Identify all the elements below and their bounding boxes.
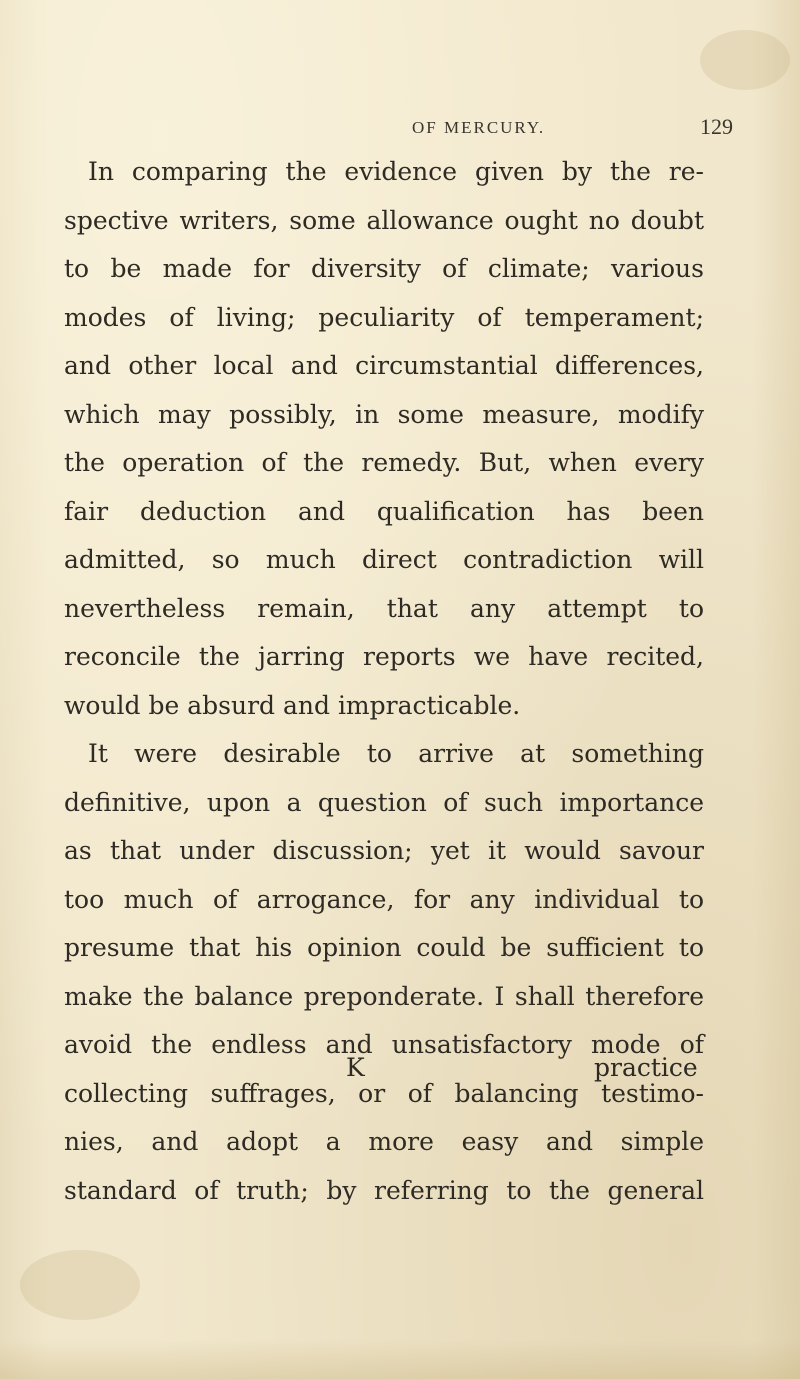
text-line: too much of arrogance, for any individual to <box>64 884 704 914</box>
page-number: 129 <box>700 114 733 139</box>
text-line: which may possibly, in some measure, modify <box>64 399 704 429</box>
page-footer <box>0 1044 800 1094</box>
paper-stain <box>20 1250 140 1320</box>
catchword: practice <box>594 1053 698 1082</box>
text-line: collecting suffrages, or of balancing testimo- <box>64 1078 704 1108</box>
text-line: presume that his opinion could be sufficient to <box>64 933 704 962</box>
text-line: nies, and adopt a more easy and simple <box>64 1127 704 1156</box>
text-line: nevertheless remain, that any attempt to <box>64 593 704 623</box>
page-edge-shading <box>0 1339 800 1379</box>
text-line: definitive, upon a question of such importance <box>64 787 704 817</box>
running-head: OF MERCURY. <box>412 118 546 137</box>
text-line: the operation of the remedy. But, when every <box>64 448 704 477</box>
text-line: It were desirable to arrive at something <box>88 739 704 768</box>
page-header <box>0 114 800 148</box>
text-line: as that under discussion; yet it would savour <box>64 836 704 865</box>
text-line: spective writers, some allowance ought no doubt <box>64 205 704 235</box>
text-line: and other local and circumstantial differences, <box>64 351 704 380</box>
text-line: to be made for diversity of climate; various <box>64 254 704 283</box>
paper-stain <box>700 30 790 90</box>
text-line: In comparing the evidence given by the re- <box>88 157 704 186</box>
text-line: admitted, so much direct contradiction will <box>64 545 704 574</box>
text-line: reconcile the jarring reports we have recited, <box>64 642 704 671</box>
text-line: make the balance preponderate. I shall therefore <box>64 981 704 1011</box>
text-line: modes of living; peculiarity of temperament; <box>64 302 704 332</box>
text-line: avoid the endless and unsatisfactory mode of <box>64 1030 704 1059</box>
signature-mark: K <box>346 1053 365 1082</box>
text-line: standard of truth; by referring to the general <box>64 1175 704 1205</box>
text-line: fair deduction and qualification has been <box>64 496 704 526</box>
text-line: would be absurd and impracticable. <box>64 690 521 720</box>
